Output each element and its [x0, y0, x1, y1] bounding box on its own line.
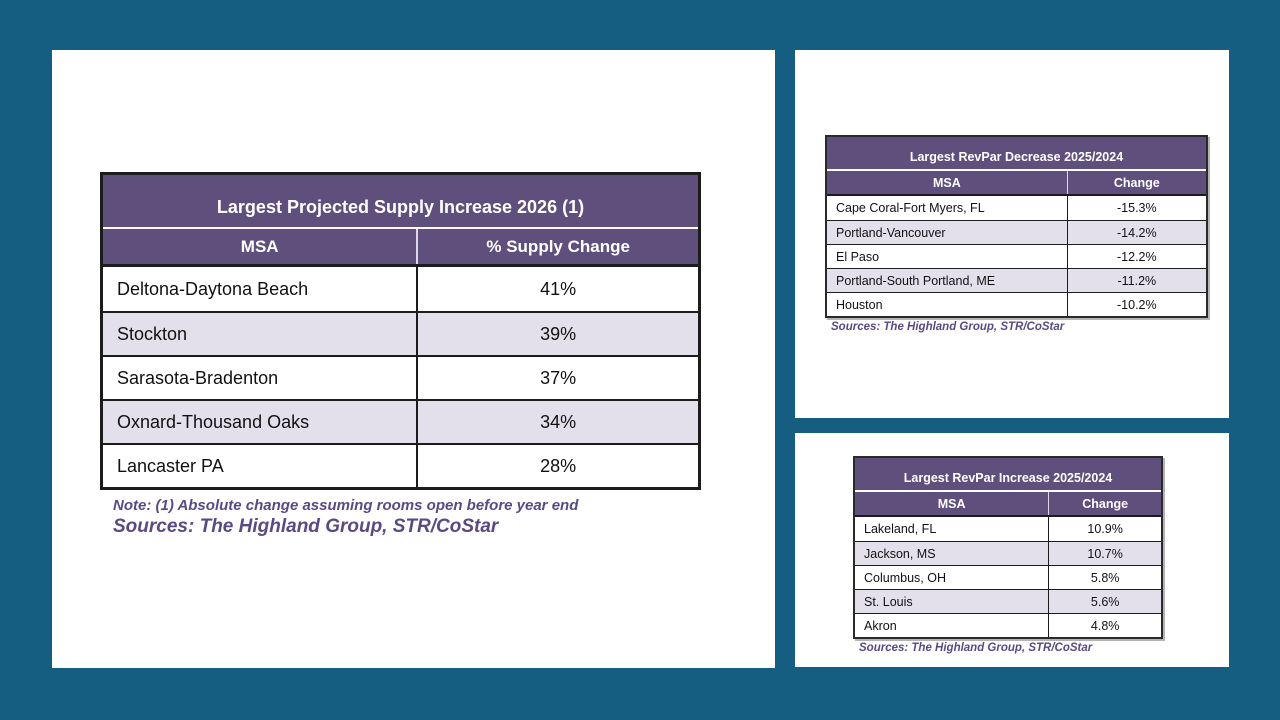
revpar-decrease-table — [825, 135, 1208, 318]
msa-cell: Jackson, MS — [855, 542, 1049, 565]
table-row — [103, 443, 698, 487]
msa-cell: Columbus, OH — [855, 566, 1049, 589]
revpar-decrease-card — [795, 50, 1229, 418]
change-cell: 39% — [540, 323, 577, 344]
supply-col-header-msa: MSA — [103, 229, 418, 264]
msa-cell: St. Louis — [855, 590, 1049, 613]
msa-cell: Oxnard-Thousand Oaks — [103, 401, 418, 443]
msa-cell: Houston — [827, 293, 1068, 316]
revpar-increase-header — [855, 492, 1161, 517]
table-row — [103, 267, 698, 311]
change-cell: 5.8% — [1090, 570, 1120, 585]
table-row — [103, 355, 698, 399]
msa-cell: Lakeland, FL — [855, 517, 1049, 541]
msa-cell: Lancaster PA — [103, 445, 418, 487]
increase-col-header-msa: MSA — [855, 492, 1049, 515]
change-cell: -14.2% — [1117, 225, 1157, 240]
table-row — [855, 541, 1161, 565]
table-row — [827, 220, 1206, 244]
revpar-decrease-header — [827, 171, 1206, 196]
table-row — [827, 244, 1206, 268]
table-row — [103, 399, 698, 443]
change-cell: 4.8% — [1090, 618, 1120, 633]
msa-cell: Portland-South Portland, ME — [827, 269, 1068, 292]
table-row — [103, 311, 698, 355]
table-row — [827, 196, 1206, 220]
msa-cell: Sarasota-Bradenton — [103, 357, 418, 399]
change-cell: 28% — [540, 455, 577, 476]
msa-cell: Akron — [855, 614, 1049, 637]
supply-increase-section — [100, 172, 701, 538]
sources-text: Sources: The Highland Group, STR/CoStar — [113, 516, 499, 537]
change-cell: 5.6% — [1090, 594, 1120, 609]
change-cell: -10.2% — [1117, 297, 1157, 312]
change-cell: 10.7% — [1087, 546, 1123, 561]
change-cell: -15.3% — [1117, 201, 1157, 215]
supply-increase-card — [52, 50, 775, 668]
revpar-increase-table — [853, 456, 1163, 639]
increase-col-header-change: Change — [1082, 496, 1129, 511]
msa-cell: Deltona-Daytona Beach — [103, 267, 418, 311]
supply-table-header — [103, 229, 698, 267]
revpar-decrease-title: Largest RevPar Decrease 2025/2024 — [827, 137, 1206, 171]
sources-text: Sources: The Highland Group, STR/CoStar — [859, 642, 1093, 654]
change-cell: 34% — [540, 411, 577, 432]
table-row — [827, 268, 1206, 292]
table-row — [855, 613, 1161, 637]
table-row — [827, 292, 1206, 316]
change-cell: 41% — [540, 278, 577, 299]
table-row — [855, 517, 1161, 541]
supply-col-header-change: % Supply Change — [486, 236, 630, 256]
change-cell: -12.2% — [1117, 249, 1157, 264]
msa-cell: Stockton — [103, 313, 418, 355]
sources-text: Sources: The Highland Group, STR/CoStar — [831, 321, 1065, 333]
table-note: Note: (1) Absolute change assuming rooms open before year end — [113, 497, 579, 514]
msa-cell: Portland-Vancouver — [827, 221, 1068, 244]
revpar-increase-title: Largest RevPar Increase 2025/2024 — [855, 458, 1161, 492]
change-cell: 10.9% — [1087, 522, 1123, 536]
decrease-col-header-msa: MSA — [827, 171, 1068, 194]
supply-table-title: Largest Projected Supply Increase 2026 (1) — [103, 175, 698, 229]
change-cell: 37% — [540, 367, 577, 388]
revpar-decrease-section — [825, 135, 1208, 333]
revpar-increase-card — [795, 433, 1229, 667]
decrease-col-header-change: Change — [1113, 175, 1160, 190]
table-row — [855, 589, 1161, 613]
revpar-increase-section — [853, 456, 1163, 654]
table-row — [855, 565, 1161, 589]
change-cell: -11.2% — [1117, 273, 1157, 288]
msa-cell: Cape Coral-Fort Myers, FL — [827, 196, 1068, 220]
supply-increase-table — [100, 172, 701, 490]
msa-cell: El Paso — [827, 245, 1068, 268]
